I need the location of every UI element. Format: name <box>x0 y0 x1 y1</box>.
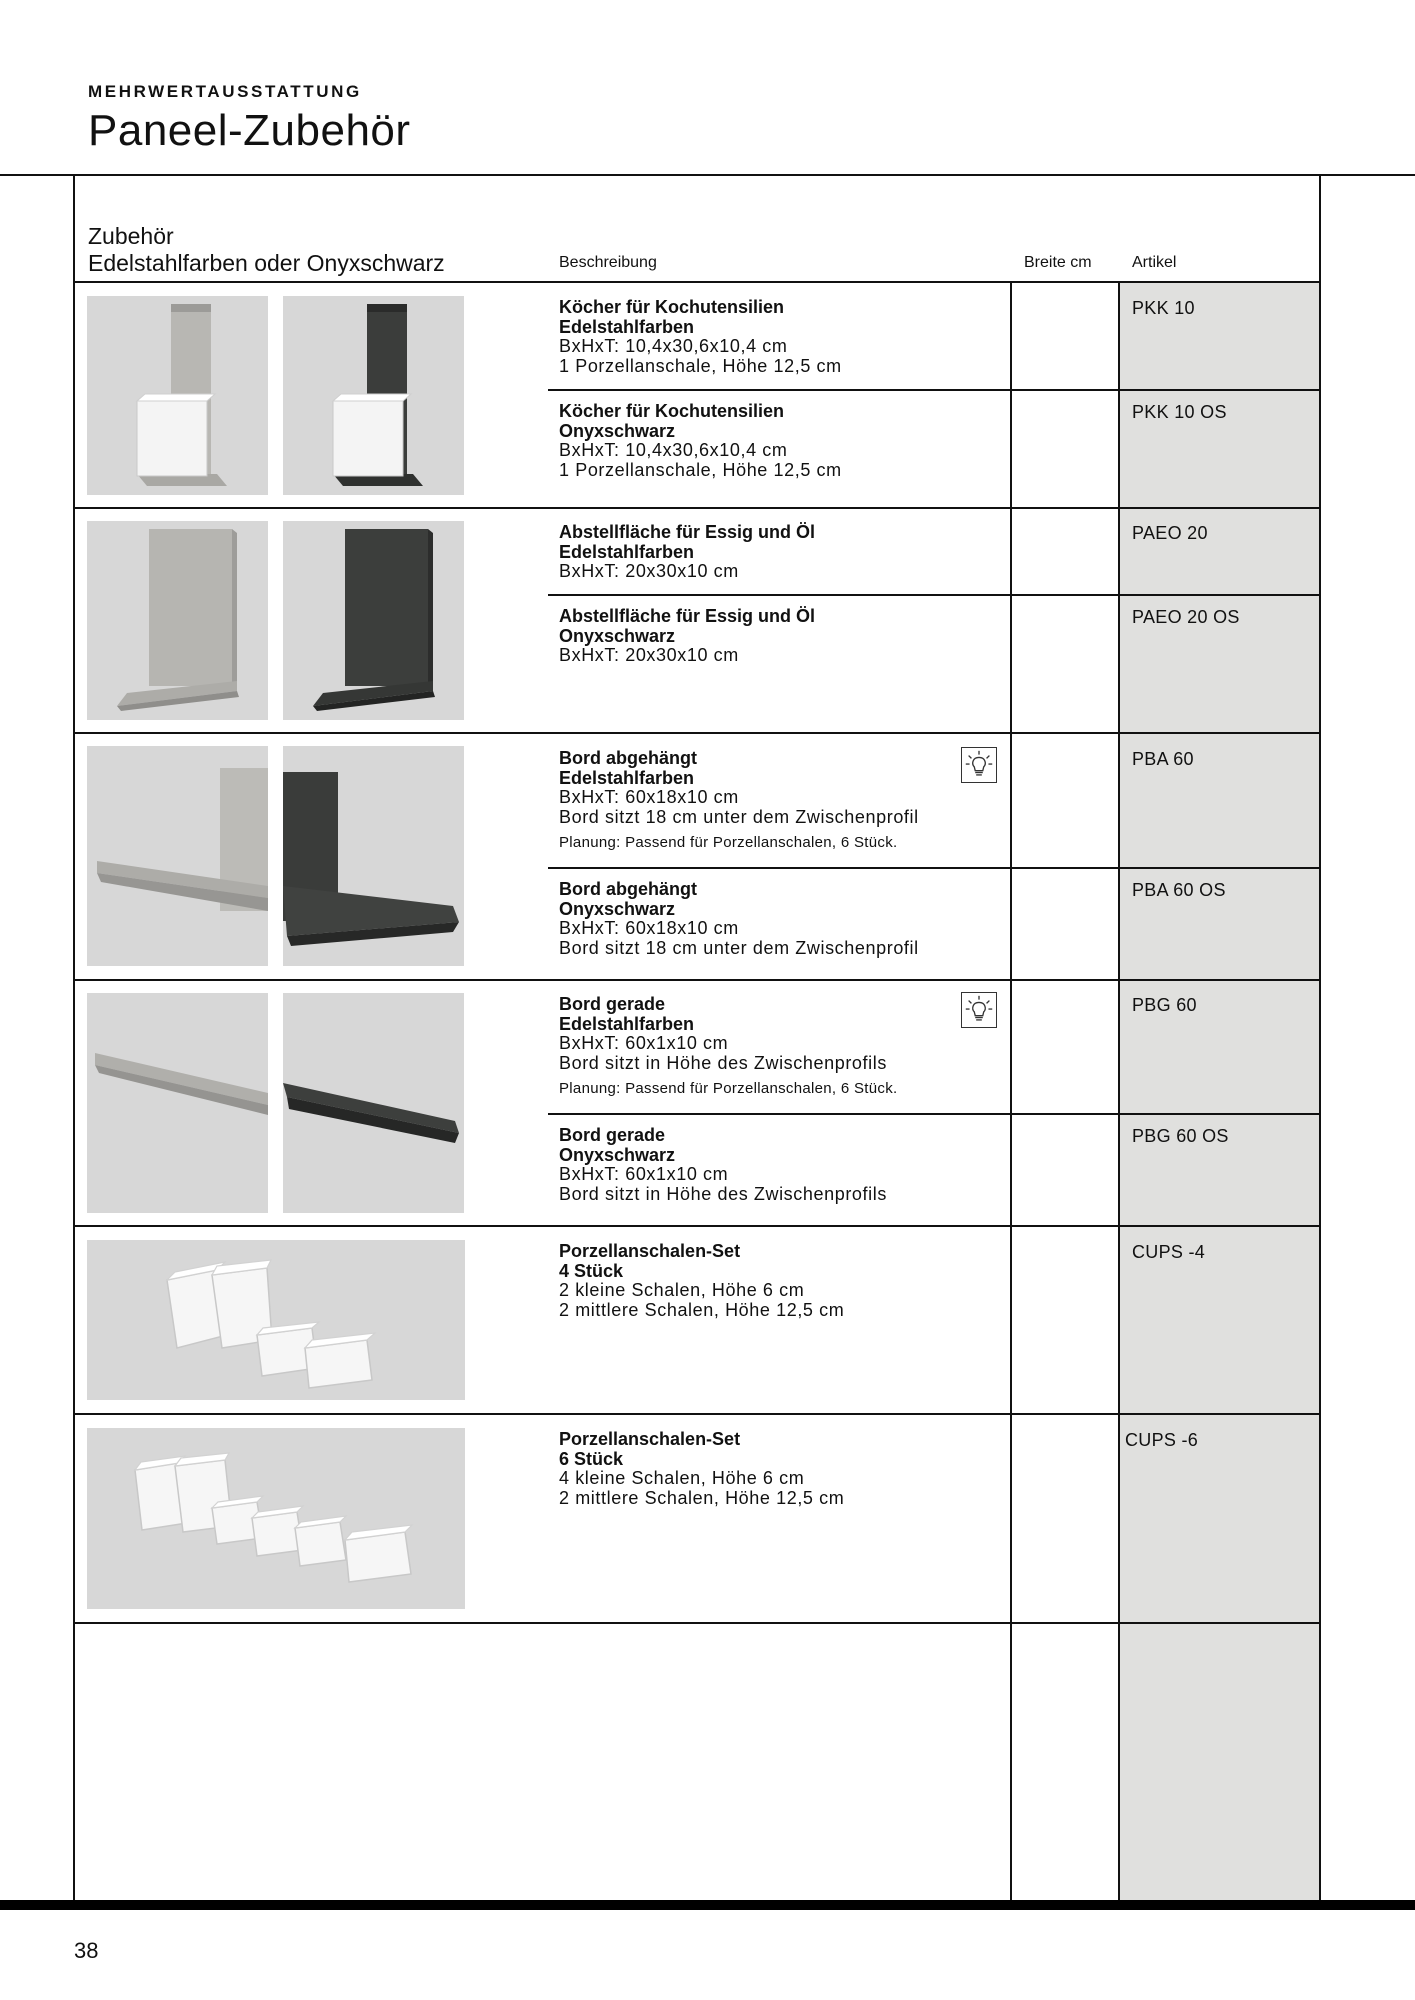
article-number: CUPS -4 <box>1132 1242 1206 1262</box>
item-description <box>559 1126 1004 1204</box>
item-note: Bord sitzt 18 cm unter dem Zwischenprofil <box>559 937 919 958</box>
subrow-divider <box>548 1113 1321 1115</box>
item-color: Edelstahlfarben <box>559 316 695 337</box>
subrow-divider <box>548 389 1321 391</box>
item-planning-note: Planung: Passend für Porzellanschalen, 6 Stück. <box>559 1080 898 1098</box>
item-title: Porzellanschalen-Set <box>559 1241 741 1261</box>
item-note: Bord sitzt in Höhe des Zwischenprofils <box>559 1183 887 1204</box>
item-color: Onyxschwarz <box>559 1144 676 1165</box>
subrow-divider <box>548 594 1321 596</box>
item-color: Edelstahlfarben <box>559 767 695 788</box>
item-description <box>559 402 1004 480</box>
item-color: 6 Stück <box>559 1448 624 1469</box>
row-divider <box>73 979 1321 981</box>
article-number: PAEO 20 <box>1132 523 1208 543</box>
item-title: Porzellanschalen-Set <box>559 1429 741 1449</box>
item-title: Köcher für Kochutensilien <box>559 401 785 421</box>
item-note: 2 mittlere Schalen, Höhe 12,5 cm <box>559 1487 845 1508</box>
page-title: Paneel-Zubehör <box>88 106 411 155</box>
product-photo-cups6 <box>87 1428 465 1609</box>
col-header-article: Artikel <box>1132 254 1177 271</box>
product-photo-pba60-onyx <box>283 746 464 966</box>
table-left-border <box>73 174 75 1900</box>
item-dimensions: BxHxT: 10,4x30,6x10,4 cm <box>559 440 788 461</box>
item-description <box>559 298 1004 376</box>
item-title: Bord abgehängt <box>559 748 697 768</box>
item-color: 4 Stück <box>559 1260 624 1281</box>
product-photo-paeo20-onyx <box>283 521 464 720</box>
lightbulb-icon <box>961 992 997 1028</box>
table-group-title <box>88 223 445 277</box>
item-title: Abstellfläche für Essig und Öl <box>559 522 816 542</box>
item-title: Bord abgehängt <box>559 879 697 899</box>
item-color: Edelstahlfarben <box>559 1013 695 1034</box>
article-column-border <box>1118 282 1120 1900</box>
product-photo-paeo20-steel <box>87 521 268 720</box>
article-number: CUPS -6 <box>1125 1430 1199 1450</box>
item-description <box>559 607 1004 666</box>
item-description <box>559 1430 1004 1508</box>
article-number: PBG 60 <box>1132 995 1197 1015</box>
item-color: Onyxschwarz <box>559 420 676 441</box>
item-color: Onyxschwarz <box>559 898 676 919</box>
item-note: 1 Porzellanschale, Höhe 12,5 cm <box>559 355 842 376</box>
item-note: 1 Porzellanschale, Höhe 12,5 cm <box>559 459 842 480</box>
item-dimensions: BxHxT: 60x1x10 cm <box>559 1033 729 1054</box>
item-note: Bord sitzt 18 cm unter dem Zwischenprofil <box>559 806 919 827</box>
article-number: PAEO 20 OS <box>1132 607 1240 627</box>
lightbulb-icon <box>961 747 997 783</box>
item-description <box>559 749 1004 853</box>
item-dimensions: BxHxT: 20x30x10 cm <box>559 561 739 582</box>
item-color: Onyxschwarz <box>559 625 676 646</box>
col-header-description: Beschreibung <box>559 254 657 271</box>
item-note: 2 mittlere Schalen, Höhe 12,5 cm <box>559 1299 845 1320</box>
item-dimensions: BxHxT: 60x1x10 cm <box>559 1164 729 1185</box>
item-dimensions: 4 kleine Schalen, Höhe 6 cm <box>559 1468 805 1489</box>
article-number: PKK 10 <box>1132 298 1195 318</box>
group-title-line1: Zubehör <box>88 223 174 249</box>
section-kicker: MEHRWERTAUSSTATTUNG <box>88 82 362 101</box>
subrow-divider <box>548 867 1321 869</box>
item-description <box>559 523 1004 582</box>
item-dimensions: BxHxT: 60x18x10 cm <box>559 918 739 939</box>
row-divider <box>73 507 1321 509</box>
header-rule <box>0 174 1415 176</box>
product-photo-pbg60-steel <box>87 993 268 1213</box>
item-title: Bord gerade <box>559 1125 666 1145</box>
item-dimensions: BxHxT: 20x30x10 cm <box>559 645 739 666</box>
product-photo-pba60-steel <box>87 746 268 966</box>
row-divider <box>73 281 1321 283</box>
item-description <box>559 1242 1004 1320</box>
item-dimensions: 2 kleine Schalen, Höhe 6 cm <box>559 1280 805 1301</box>
product-photo-pbg60-onyx <box>283 993 464 1213</box>
item-title: Abstellfläche für Essig und Öl <box>559 606 816 626</box>
article-number: PBG 60 OS <box>1132 1126 1229 1146</box>
table-right-border <box>1319 174 1321 1900</box>
row-divider <box>73 1413 1321 1415</box>
product-photo-pkk10-onyx <box>283 296 464 495</box>
row-divider <box>73 732 1321 734</box>
width-column-border <box>1010 282 1012 1900</box>
col-header-width: Breite cm <box>1024 254 1092 271</box>
item-description <box>559 880 1004 958</box>
product-photo-pkk10-steel <box>87 296 268 495</box>
row-divider <box>73 1225 1321 1227</box>
item-title: Bord gerade <box>559 994 666 1014</box>
article-number: PBA 60 <box>1132 749 1194 769</box>
article-number: PKK 10 OS <box>1132 402 1227 422</box>
page-number: 38 <box>74 1938 99 1963</box>
footer-rule <box>0 1900 1415 1910</box>
group-title-line2: Edelstahlfarben oder Onyxschwarz <box>88 250 445 276</box>
item-dimensions: BxHxT: 60x18x10 cm <box>559 787 739 808</box>
item-dimensions: BxHxT: 10,4x30,6x10,4 cm <box>559 336 788 357</box>
product-photo-cups4 <box>87 1240 465 1400</box>
item-description <box>559 995 1004 1099</box>
article-number: PBA 60 OS <box>1132 880 1226 900</box>
item-color: Edelstahlfarben <box>559 541 695 562</box>
item-title: Köcher für Kochutensilien <box>559 297 785 317</box>
item-planning-note: Planung: Passend für Porzellanschalen, 6 Stück. <box>559 834 898 852</box>
item-note: Bord sitzt in Höhe des Zwischenprofils <box>559 1052 887 1073</box>
row-divider <box>73 1622 1321 1624</box>
